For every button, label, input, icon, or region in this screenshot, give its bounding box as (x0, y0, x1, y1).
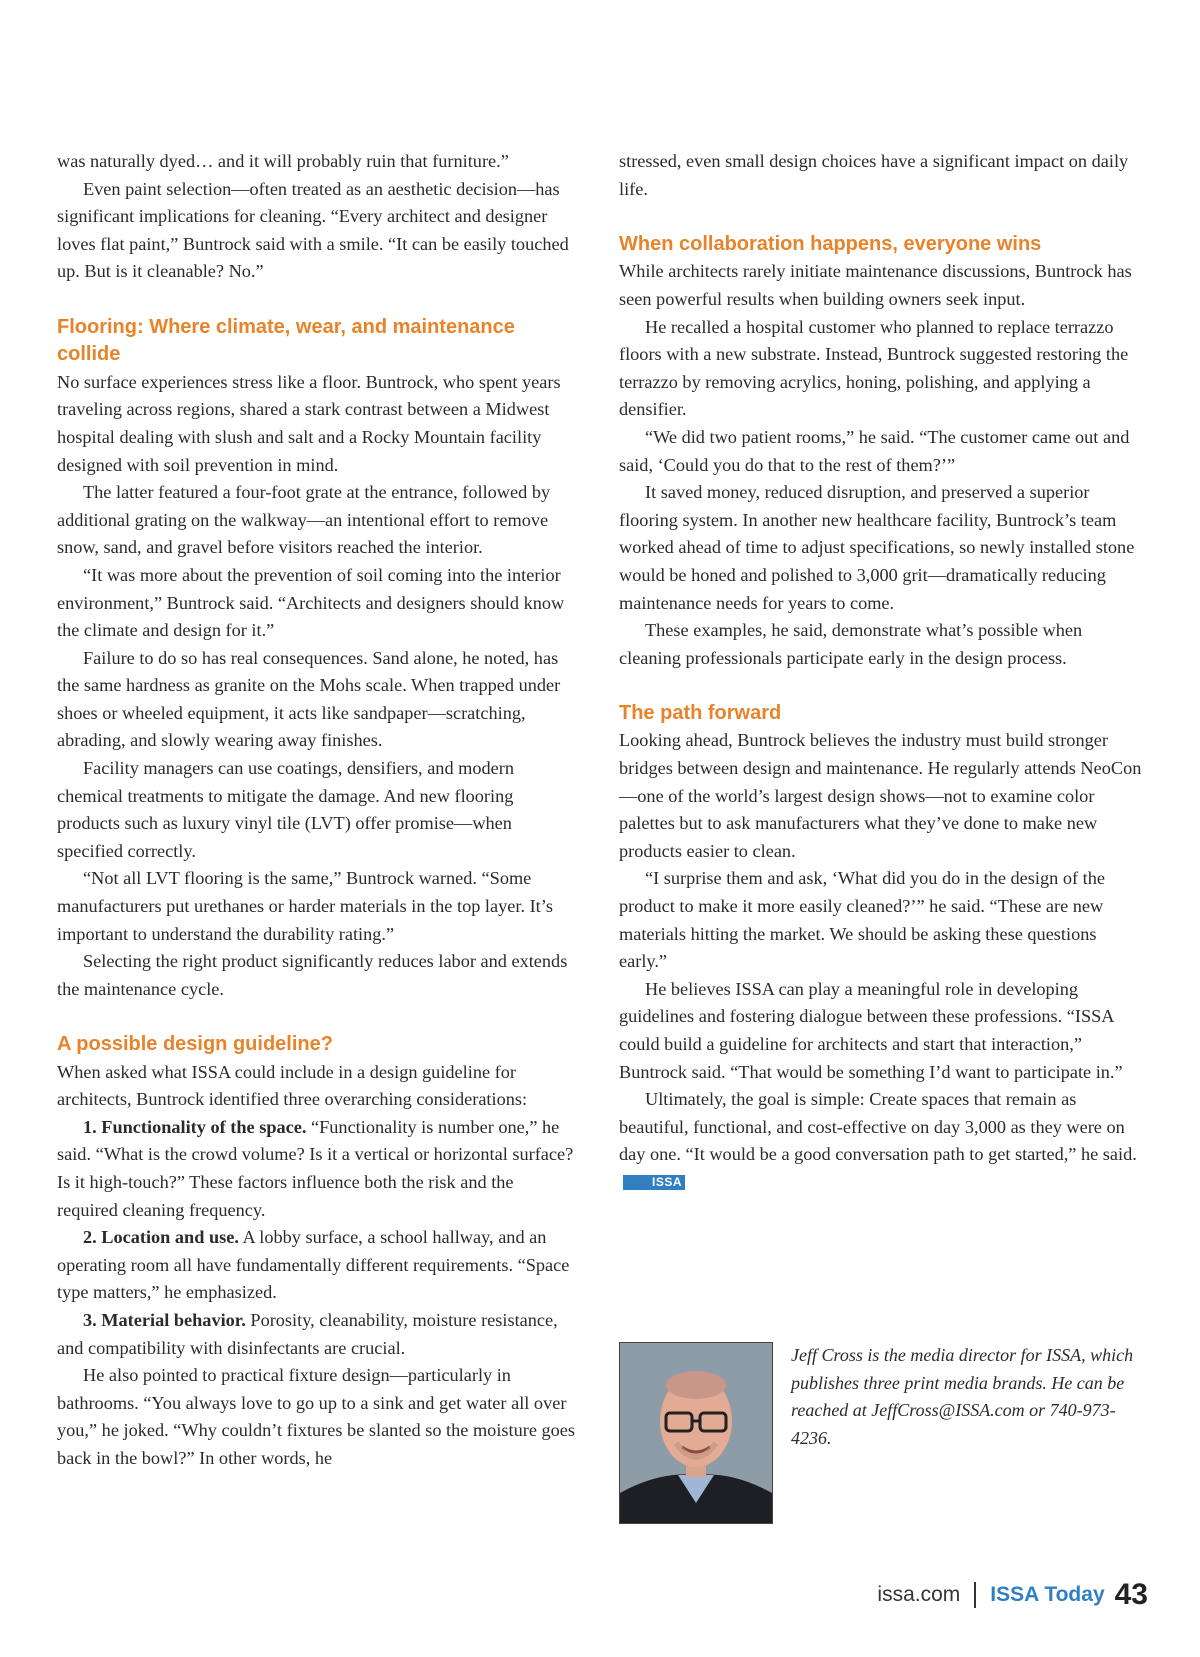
paragraph-text: Ultimately, the goal is simple: Create spaces that remain as beautiful, functional, and cost-effective on day 3,000 as they were on day one. “It would be a good conversation path to get started,” he said. (619, 1089, 1137, 1165)
article-column-right (619, 148, 1147, 1197)
body-paragraph (57, 755, 577, 865)
section-heading: A possible design guideline? (57, 1033, 333, 1055)
paragraph-text: Failure to do so has real consequences. Sand alone, he noted, has the same hardness as granite on the Mohs scale. When trapped under shoes or wheeled equipment, it acts like sandpaper—scratching, abrading, and slowly wearing away finishes. (57, 647, 561, 751)
paragraph-text: Facility managers can use coatings, densifiers, and modern chemical treatments to mitigate the damage. And new flooring products such as luxury vinyl tile (LVT) offer promise—when specified correctly. (57, 758, 515, 861)
article-column-left (57, 148, 577, 1473)
body-paragraph (57, 1362, 577, 1472)
body-paragraph (57, 562, 577, 645)
paragraph-text: “It was more about the prevention of soil coming into the interior environment,” Buntrock said. “Architects and designers should know the climate and design for it.” (57, 564, 565, 641)
footer-magazine-name: ISSA Today (990, 1583, 1105, 1606)
paragraph-text: The latter featured a four-foot grate at the entrance, followed by additional grating on the walkway—an intentional effort to remove snow, sand, and gravel before visitors reached the interior. (57, 482, 551, 558)
paragraph-text: He believes ISSA can play a meaningful role in developing guidelines and fostering dialogue between these professions. “ISSA could build a guideline for architects and start that interaction,” Buntrock said. “That would be something I’d want to participate in.” (619, 978, 1123, 1082)
paragraph-text: A lobby surface, a school hallway, and an operating room all have fundamentally different requirements. “Space type matters,” he emphasized. (57, 1227, 570, 1303)
footer-site: issa.com (877, 1583, 961, 1606)
footer-divider (974, 1582, 976, 1608)
body-paragraph (57, 1114, 577, 1224)
paragraph-text: No surface experiences stress like a floor. Buntrock, who spent years traveling across regions, shared a stark contrast between a Midwest hospital dealing with slush and salt and a Rocky Mountain facility designed with soil prevention in mind. (57, 371, 561, 475)
paragraph-text: “We did two patient rooms,” he said. “The customer came out and said, ‘Could you do that to the rest of them?’” (619, 426, 1130, 475)
author-photo (619, 1342, 773, 1524)
paragraph-text: stressed, even small design choices have a significant impact on daily life. (619, 151, 1129, 199)
section-spacer (619, 672, 1147, 700)
body-paragraph (619, 1086, 1147, 1196)
body-paragraph (57, 1307, 577, 1362)
paragraph-text: “Functionality is number one,” he said. “What is the crowd volume? Is it a vertical or horizontal surface? Is it high-touch?” These factors influence both the risk and the required cleaning frequency. (57, 1116, 574, 1220)
paragraph-text: These examples, he said, demonstrate what’s possible when cleaning professionals participate early in the design process. (619, 620, 1083, 668)
body-paragraph (57, 369, 577, 479)
paragraph-text: “I surprise them and ask, ‘What did you do in the design of the product to make it more easily cleaned?’” he said. “These are new materials hitting the market. We should be asking these questions early.” (619, 868, 1105, 972)
body-paragraph (619, 617, 1147, 672)
section-heading: When collaboration happens, everyone wins (619, 232, 1042, 255)
body-paragraph (57, 645, 577, 755)
body-paragraph (57, 479, 577, 562)
section-spacer (57, 286, 577, 314)
list-item-lead: 2. Location and use. (83, 1227, 239, 1248)
body-paragraph (57, 176, 577, 286)
section-heading: Flooring: Where climate, wear, and maintenance collide (57, 315, 515, 366)
body-paragraph (619, 727, 1147, 865)
paragraph-text: When asked what ISSA could include in a design guideline for architects, Buntrock identified three overarching considerations: (57, 1061, 528, 1110)
list-item-lead: 1. Functionality of the space. (83, 1116, 307, 1137)
body-paragraph (57, 148, 577, 176)
paragraph-text: “Not all LVT flooring is the same,” Buntrock warned. “Some manufacturers put urethanes or harder materials in the top layer. It’s important to understand the durability rating.” (57, 868, 553, 944)
body-paragraph (57, 1059, 577, 1114)
body-paragraph (57, 948, 577, 1003)
paragraph-text: Looking ahead, Buntrock believes the industry must build stronger bridges between design and maintenance. He regularly attends NeoCon—one of the world’s largest design shows—not to examine color palettes but to ask manufacturers what they’ve done to make new products easier to clean. (619, 730, 1142, 861)
author-bio-text: Jeff Cross is the media director for ISSA, which publishes three print media brands. He can be reached at JeffCross@ISSA.com or 740-973-4236. (791, 1345, 1134, 1448)
paragraph-text: was naturally dyed… and it will probably ruin that furniture.” (57, 151, 509, 171)
list-item-lead: 3. Material behavior. (83, 1309, 246, 1330)
paragraph-text: Selecting the right product significantly reduces labor and extends the maintenance cycle. (57, 951, 568, 999)
issa-end-mark-icon: ISSA (623, 1175, 685, 1190)
paragraph-text: Porosity, cleanability, moisture resistance, and compatibility with disinfectants are crucial. (57, 1309, 558, 1358)
paragraph-text: He also pointed to practical fixture design—particularly in bathrooms. “You always love to go up to a sink and get water all over you,” he joked. “Why couldn’t fixtures be slanted so the moisture goes back in the bowl?” In other words, he (57, 1365, 576, 1468)
body-paragraph (57, 865, 577, 948)
body-paragraph (619, 258, 1147, 313)
paragraph-text: Even paint selection—often treated as an aesthetic decision—has significant implications for cleaning. “Every architect and designer loves flat paint,” Buntrock said with a smile. “It can be easily touched up. But is it cleanable? No.” (57, 178, 569, 282)
body-paragraph (619, 976, 1147, 1086)
body-paragraph (619, 865, 1147, 975)
section-spacer (619, 203, 1147, 231)
body-paragraph (619, 424, 1147, 479)
body-paragraph (619, 314, 1147, 424)
body-paragraph (57, 1224, 577, 1307)
section-spacer (57, 1003, 577, 1031)
page-number: 43 (1114, 1578, 1148, 1611)
paragraph-text: It saved money, reduced disruption, and preserved a superior flooring system. In another new healthcare facility, Buntrock’s team worked ahead of time to adjust specifications, so newly installed stone would be honed and polished to 3,000 grit—dramatically reducing maintenance needs for years to come. (619, 482, 1135, 613)
paragraph-text: He recalled a hospital customer who planned to replace terrazzo floors with a new substrate. Instead, Buntrock suggested restoring the terrazzo by removing acrylics, honing, polishing, and applying a densifier. (619, 316, 1129, 420)
page-footer (877, 1575, 1148, 1615)
body-paragraph (619, 479, 1147, 617)
author-bio (619, 1342, 1149, 1524)
section-heading: The path forward (619, 701, 782, 724)
paragraph-text: While architects rarely initiate maintenance discussions, Buntrock has seen powerful results when building owners seek input. (619, 261, 1132, 309)
body-paragraph (619, 148, 1147, 203)
